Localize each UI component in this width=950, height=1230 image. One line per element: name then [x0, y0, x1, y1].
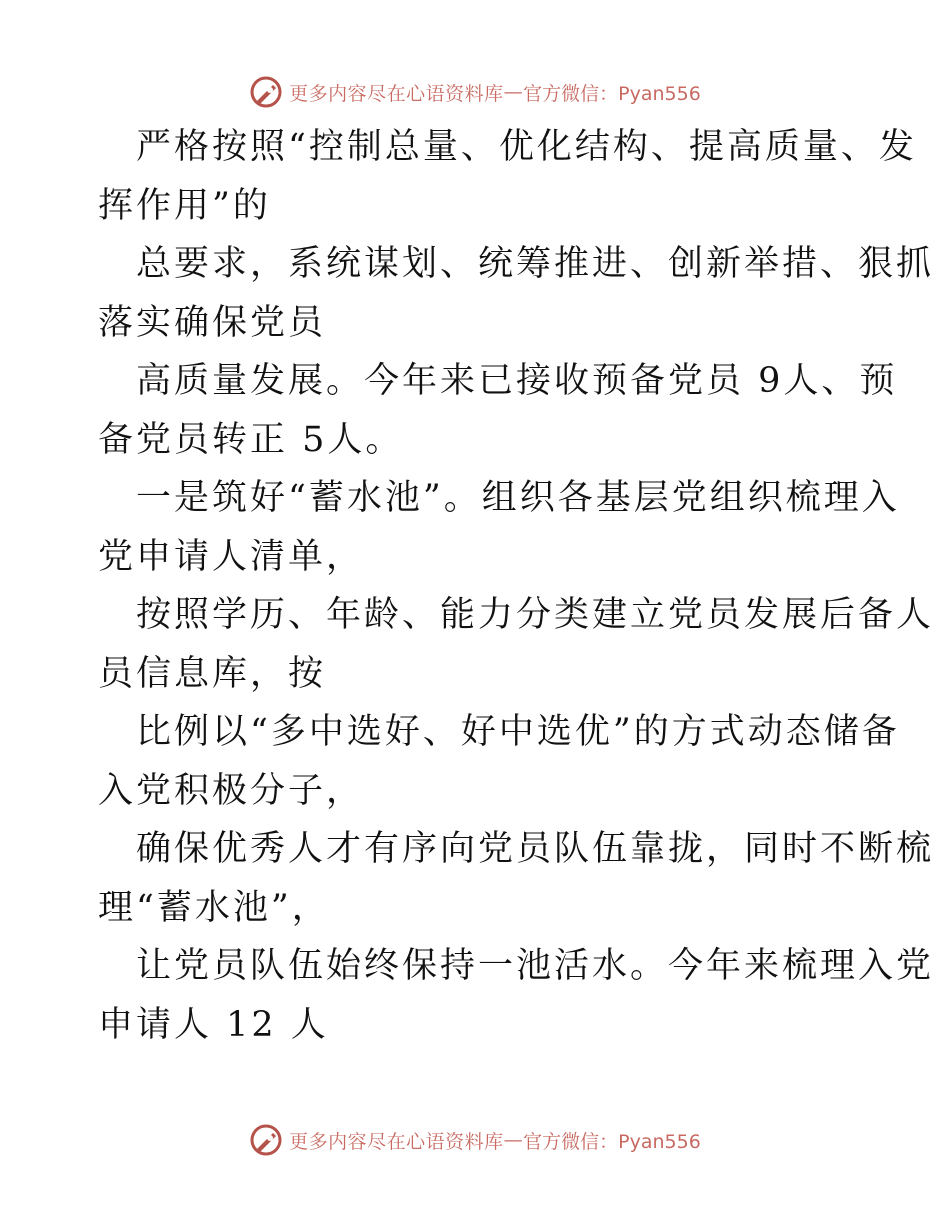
- paragraph-line: 理“蓄水池”，: [98, 887, 330, 928]
- paragraph-line: 严格按照“控制总量、优化结构、提高质量、发: [136, 127, 917, 167]
- paragraph-line: 入党积极分子，: [98, 770, 365, 811]
- paragraph-line: 挥作用”的: [98, 185, 271, 226]
- watermark-wechat-text: 官方微信：Pyan556: [523, 82, 701, 105]
- paragraph-line: 确保优秀人才有序向党员队伍靠拢，同时不断梳: [136, 829, 935, 869]
- watermark-dash: —: [503, 1129, 524, 1151]
- paragraph-line: 比例以“多中选好、好中选优”的方式动态储备: [136, 712, 900, 752]
- paragraph-line: 按照学历、年龄、能力分类建立党员发展后备人: [136, 595, 935, 635]
- watermark-wechat-text: 官方微信：Pyan556: [523, 1130, 701, 1153]
- paragraph-line: 党申请人清单，: [98, 536, 365, 577]
- paragraph: [98, 586, 935, 703]
- paragraph: [98, 235, 935, 352]
- paragraph-line: 申请人 12 人: [98, 1004, 329, 1045]
- watermark-site-text: 更多内容尽在心语资料库: [289, 1130, 504, 1153]
- paragraph: [98, 469, 900, 586]
- paragraph: [98, 118, 917, 235]
- paragraph-line: 一是筑好“蓄水池”。组织各基层党组织梳理入: [136, 478, 900, 518]
- paragraph: [98, 352, 898, 469]
- paragraph-line: 员信息库，按: [98, 653, 327, 694]
- pen-logo-icon: [249, 75, 283, 109]
- watermark-dash: —: [503, 81, 524, 103]
- watermark-site-text: 更多内容尽在心语资料库: [289, 82, 504, 105]
- paragraph: [98, 820, 935, 937]
- paragraph-line: 备党员转正 5人。: [98, 419, 404, 460]
- pen-logo-icon: [249, 1123, 283, 1157]
- paragraph: [98, 703, 900, 820]
- footer-watermark: [0, 1120, 950, 1160]
- paragraph: [98, 937, 935, 1054]
- paragraph-line: 总要求，系统谋划、统筹推进、创新举措、狠抓: [136, 244, 935, 284]
- document-body: [98, 118, 935, 1054]
- header-watermark: [0, 72, 950, 112]
- paragraph-line: 落实确保党员: [98, 302, 327, 343]
- paragraph-line: 让党员队伍始终保持一池活水。今年来梳理入党: [136, 946, 935, 986]
- paragraph-line: 高质量发展。今年来已接收预备党员 9人、预: [136, 361, 898, 401]
